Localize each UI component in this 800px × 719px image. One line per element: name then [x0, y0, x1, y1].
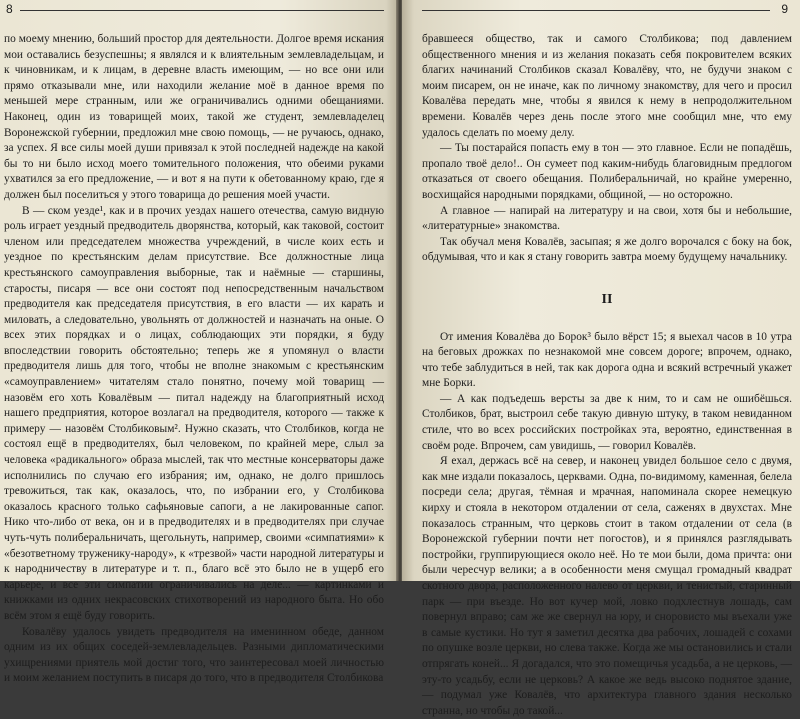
- paragraph: — А как подъедешь версты за две к ним, то и сам не ошибёшься. Столбиков, брат, выстроил себе такую дивную штуку, в таком невиданном стиле, что во всех российских постройках эта, вероятно, единственная в своём роде. Впрочем, сам увидишь, — говорил Ковалёв.: [422, 392, 792, 452]
- paragraph: по моему мнению, больший простор для деятельности. Долгое время искания мои оставались безуспешны; я являлся и к влиятельным землевладельцам, и к чиновникам, и к лицам, в деревне власть имеющим, — но все они или прямо отказывали мне, или находили желание моё в данное время по меньшей мере странным, или же ограничивались одними обещаниями. Наконец, один из товарищей моих, такой же студент, землевладелец Воронежской губернии, предложил мне свою помощь, — не ручаюсь, однако, за успех. Я все силы моей души привязал к этой последней надежде на какой бы то ни было исход моего томительного положения, что обеими руками ухватился за его предложение, — и вот я на пути к обетованному краю, где я должен был поселиться у этого товарища до решения моей участи.: [4, 33, 384, 201]
- paragraph: В — ском уезде¹, как и в прочих уездах нашего отечества, самую видную роль играет уездный предводитель дворянства, который, как таковой, состоит членом или председателем множества учреждений, в числе коих есть и уездное по крестьянским делам присутствие. Все должностные лица крестьянского самоуправления выборные, так и наёмные — старшины, старосты, писаря — все они состоят под непосредственным начальством предводителя как председателя присутствия, в его власти — их карать и миловать, а следовательно, увольнять от должностей и назначать на оные. О всех этих порядках и о лицах, соблюдающих эти порядки, я буду впоследствии говорить обстоятельно; теперь же я упомянул о власти предводителя лишь для того, чтобы не вполне знакомым с крестьянским «самоуправлением» читателям стало понятно, почему мой товарищ — назовём его хоть Ковалёвым — питал надежду на благоприятный исход нашего предприятия, которое возлагал на предводителя, которого — также к примеру — назовём Столбиковым². Нужно сказать, что Столбиков, когда не состоял ещё в предводителях, был человеком, по крайней мере, слыл за человека «радикального» образа мыслей, так что местные консерваторы даже исполнились по случаю его избрания; им, однако, не долго пришлось тревожиться, так как, оказалось, что, по избрании его, у Столбикова оказалось красного только сафьяновые сапоги, а не лакированные сапог. Нико что-либо от века, он и в предводителях и в предводителях при случае чуть-чуть полиберальничать, щегольнуть, например, своими «симпатиями» к «безответному труженику-народу», к «трезвой» части народной литературы и к народничеству в литературе и т. п., благо всё это было не в ущерб его карьере, и все эти симпатии ограничивались на деле... — картинками и книжками из одних некрасовских стихотворений из народного быта. Но обо всём этом я ещё буду говорить.: [4, 204, 384, 622]
- left-page: [0, 0, 398, 685]
- right-page-number: 9: [781, 2, 788, 16]
- header-rule: [20, 10, 384, 11]
- paragraph: — Ты постарайся попасть ему в тон — это главное. Если не попадёшь, пропало твоё дело!.. Он сумеет под каким-нибудь благовидным предлогом отказаться от своего обещания. Полиберальничай, но крайне умеренно, восхищайся народными порядками, общиной, — но осторожно.: [422, 142, 792, 201]
- paragraph: бравшееся общество, так и самого Столбикова; под давлением общественного мнения и из желания показать себя покровителем всяких благих начинаний Столбиков сказал Ковалёву, что, не будучи знаком с моим писарем, он не иначе, как по личному знакомству, для чего и просил Ковалёва передать мне, чтобы я явился к нему в непродолжительном времени. Ковалёв через день после этого мне сообщил мне, что ему удалось сделать по моему делу.: [422, 33, 792, 139]
- left-page-header: [4, 4, 384, 18]
- header-rule: [422, 10, 770, 11]
- right-page-text: [422, 32, 792, 719]
- paragraph: А главное — напирай на литературу и на свои, хотя бы и небольшие, «литературные» знакомства.: [422, 204, 792, 233]
- left-page-number: 8: [6, 2, 13, 16]
- right-page: [402, 0, 800, 717]
- paragraph: Я ехал, держась всё на север, и наконец увидел большое село с двумя, как мне издали показалось, церквами. Одна, по-видимому, каменная, белела посреди села; другая, тёмная и мрачная, напоминала скорее немецкую кирху и стояла в некотором отдалении от села, саженях в двухстах. Мне показалось странным, что церковь стоит в таком отдалении от села (в Воронежской губернии почти нет погостов), и я принялся разглядывать постройки, группирующиеся около неё. Но те мои были, дома причта: они были чересчур велики; а в особенности меня смущал громадный квадрат скотного двора, расположенного налево от церкви, и тенистый, старинный парк — при въезде. Но вот кучер мой, ловко подхлестнув лошадь, сам повернул вправо; сам же же свернул на юру, и сноровисто мы въехали уже в самые кустики. Но тут я заметил десятка два рабочих, лошадей с сохами по опушке возле церкви, но слева также. Когда же мы остановились и стали отпрягать коней... Я догадался, что это помещичья усадьба, а не церковь, — эту-то усадьбу, если не церковь? А какое же ведь высоко поднятое здание, — подумал уже Ковалёв, что архитектура главного здания несколько странна, но чтобы до такой...: [422, 455, 792, 717]
- paragraph: От имения Ковалёва до Борок³ было вёрст 15; я выехал часов в 10 утра на беговых дрожках по незнакомой мне совсем дороге; впрочем, однако, что тебе заблудиться в ней, так как дорога одна и всякий встречный укажет мне Борки.: [422, 330, 792, 390]
- left-page-text: [4, 32, 384, 687]
- chapter-heading: II: [601, 291, 613, 307]
- paragraph: Так обучал меня Ковалёв, засыпая; я же долго ворочался с боку на бок, обдумывая, что и как я стану говорить завтра моему будущему начальнику.: [422, 235, 792, 264]
- right-page-header: [422, 4, 792, 18]
- paragraph: Ковалёву удалось увидеть предводителя на именинном обеде, данном одним из их общих соседей-землевладельцев. Разными дипломатическими ухищрениями приятель мой достиг того, что заинтересовал моей личностью и моим желанием поступить в писаря до того, что в предводителя Столбикова: [4, 625, 384, 685]
